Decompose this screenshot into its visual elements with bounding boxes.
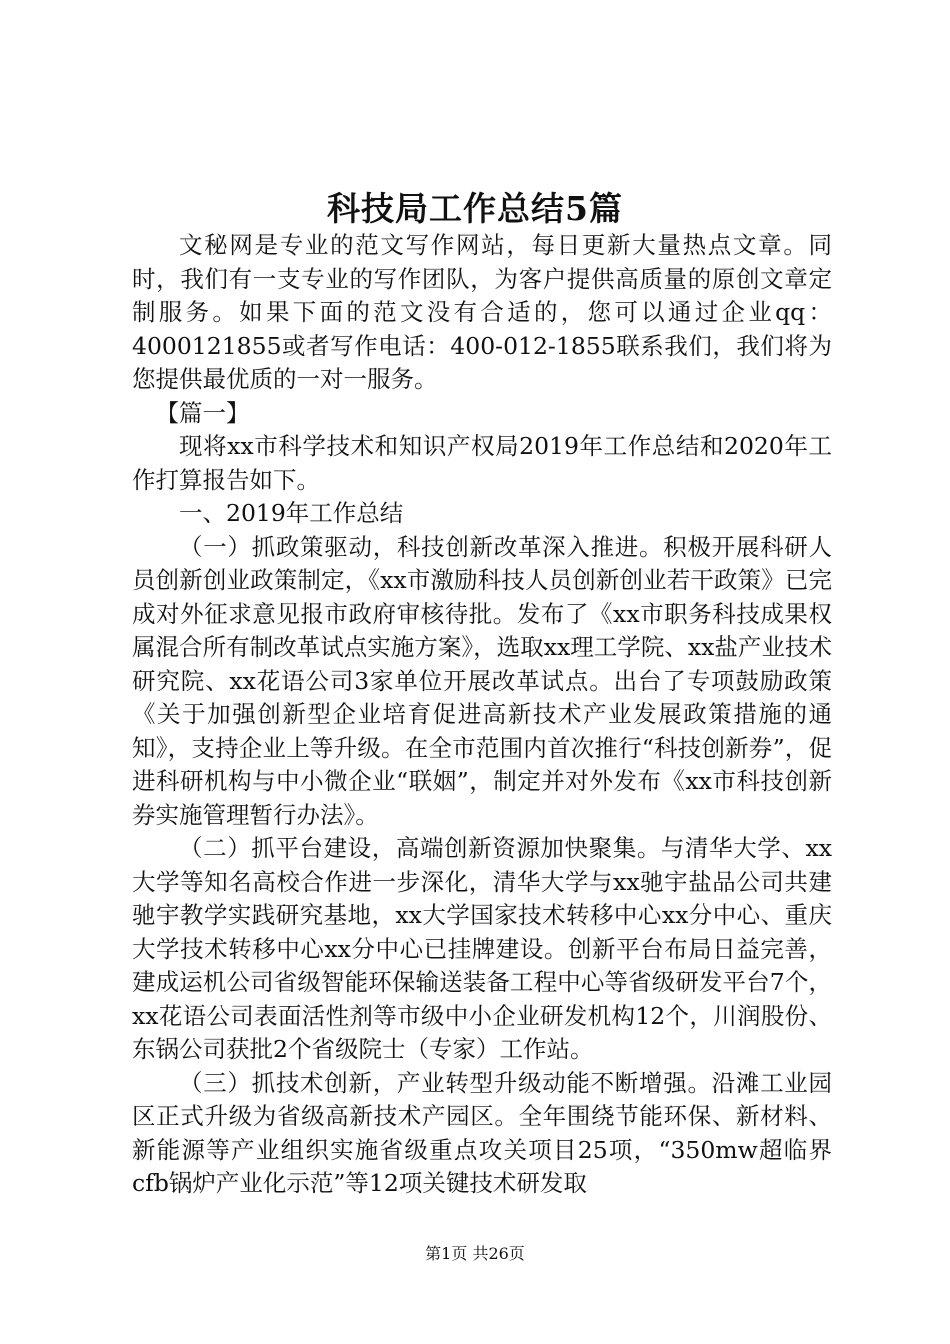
document-title: 科技局工作总结5篇 (327, 189, 623, 228)
intro-paragraph: 文秘网是专业的范文写作网站，每日更新大量热点文章。同时，我们有一支专业的写作团队，为客户提供高质量的原创文章定制服务。如果下面的范文没有合适的，您可以通过企业qq：4000121855或者写作电话：400-012-1855联系我们，我们将为您提供最优质的一对一服务。 (132, 231, 832, 393)
page-footer: 第1页 共26页 (425, 1244, 525, 1263)
section-tag: 【篇一】 (155, 398, 250, 427)
body-paragraph: （二）抓平台建设，高端创新资源加快聚集。与清华大学、xx大学等知名高校合作进一步深化，清华大学与xx驰宇盐品公司共建驰宇教学实践研究基地，xx大学国家技术转移中心xx分中心、重庆大学技术转移中心xx分中心已挂牌建设。创新平台布局日益完善，建成运机公司省级智能环保输送装备工程中心等省级研发平台7个，xx花语公司表面活性剂等市级中小企业研发机构12个，川润股份、东锅公司获批2个省级院士（专家）工作站。 (132, 834, 832, 1063)
section-heading: 一、2019年工作总结 (179, 499, 404, 527)
body-paragraph: 现将xx市科学技术和知识产权局2019年工作总结和2020年工作打算报告如下。 (132, 432, 832, 494)
body-paragraph: （一）抓政策驱动，科技创新改革深入推进。积极开展科研人员创新创业政策制定，《xx市激励科技人员创新创业若干政策》已完成对外征求意见报市政府审核待批。发布了《xx市职务科技成果权属混合所有制改革试点实施方案》，选取xx理工学院、xx盐产业技术研究院、xx花语公司3家单位开展改革试点。出台了专项鼓励政策《关于加强创新型企业培育促进高新技术产业发展政策措施的通知》，支持企业上等升级。在全市范围内首次推行“科技创新券”，促进科研机构与中小微企业“联姻”，制定并对外发布《xx市科技创新券实施管理暂行办法》。 (132, 532, 832, 829)
document-body (132, 229, 832, 1201)
body-paragraph: （三）抓技术创新，产业转型升级动能不断增强。沿滩工业园区正式升级为省级高新技术产园区。全年围绕节能环保、新材料、新能源等产业组织实施省级重点攻关项目25项，“350mw超临界cfb锅炉产业化示范”等12项关键技术研发取 (132, 1068, 832, 1197)
